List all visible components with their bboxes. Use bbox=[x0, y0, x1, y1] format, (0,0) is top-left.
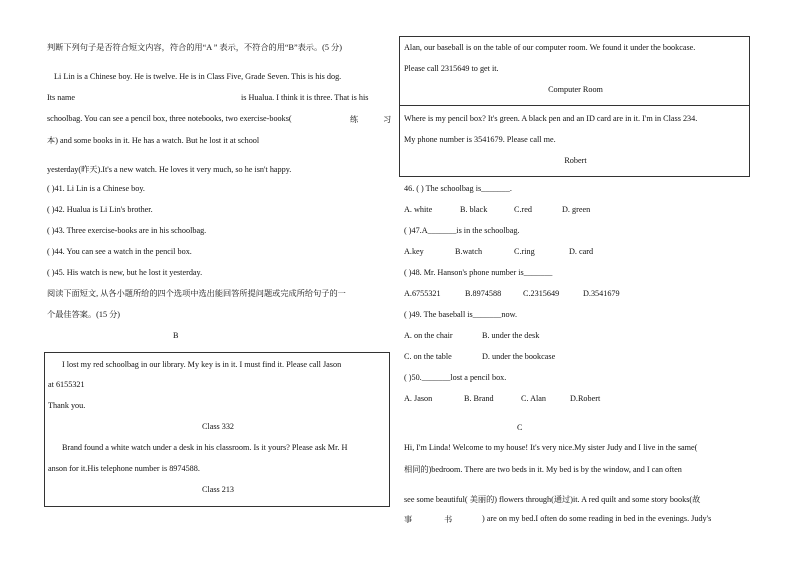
option: D. green bbox=[562, 205, 591, 214]
option: C. on the table bbox=[404, 352, 452, 361]
option: B. black bbox=[460, 205, 488, 214]
notice-signature: Computer Room bbox=[548, 85, 603, 94]
question-50: ( )50._______lost a pencil box. bbox=[404, 373, 507, 382]
notice-line: Brand found a white watch under a desk in his classroom. Is it yours? Please ask Mr. H bbox=[62, 443, 348, 452]
question-48: ( )48. Mr. Hanson's phone number is_______ bbox=[404, 268, 553, 277]
option: C. Alan bbox=[521, 394, 547, 403]
passage-line: 相同的)bedroom. There are two beds in it. My bed is by the window, and I can often bbox=[404, 465, 682, 474]
notice-divider bbox=[400, 105, 749, 106]
option: A. on the chair bbox=[404, 331, 453, 340]
option: D.Robert bbox=[570, 394, 601, 403]
passage-line: Hi, I'm Linda! Welcome to my house! It's very nice.My sister Judy and I live in the same( bbox=[404, 443, 698, 452]
passage-line: 书 bbox=[444, 515, 453, 524]
option: D. card bbox=[569, 247, 594, 256]
question-42: ( )42. Hualua is Li Lin's brother. bbox=[47, 205, 153, 214]
option: B.watch bbox=[455, 247, 483, 256]
passage-line: 本) and some books in it. He has a watch. But he lost it at school bbox=[47, 136, 260, 145]
notice-box-right bbox=[399, 36, 750, 177]
option: B.8974588 bbox=[465, 289, 502, 298]
option: D.3541679 bbox=[583, 289, 620, 298]
notice-signature: Class 332 bbox=[201, 422, 235, 431]
option: A.key bbox=[404, 247, 424, 256]
passage-line: 事 bbox=[404, 515, 413, 524]
question-49: ( )49. The baseball is_______now. bbox=[404, 310, 518, 319]
section-b-heading: B bbox=[173, 331, 179, 340]
passage-line: schoolbag. You can see a pencil box, three notebooks, two exercise-books( bbox=[47, 114, 292, 123]
notice-line: at 6155321 bbox=[48, 380, 85, 389]
notice-line: Alan, our baseball is on the table of our computer room. We found it under the bookcase. bbox=[404, 43, 696, 52]
option: A.6755321 bbox=[404, 289, 441, 298]
passage-line: see some beautiful( 美丽的) flowers through(通过)it. A red quilt and some story books(故 bbox=[404, 495, 701, 504]
passage-line: Its name bbox=[47, 93, 75, 102]
passage-line: yesterday(昨天).It's a new watch. He loves it very much, so he isn't happy. bbox=[47, 165, 292, 174]
notice-box-b bbox=[44, 352, 390, 507]
instructions-reading-cont: 个最佳答案。(15 分) bbox=[47, 310, 121, 319]
option: D. under the bookcase bbox=[482, 352, 556, 361]
notice-line: Please call 2315649 to get it. bbox=[404, 64, 499, 73]
instructions-reading: 阅读下面短文, 从各小题所给的四个选项中选出能回答所提问题或完成所给句子的一 bbox=[47, 289, 346, 298]
question-45: ( )45. His watch is new, but he lost it yesterday. bbox=[47, 268, 203, 277]
passage-line: Li Lin is a Chinese boy. He is twelve. He is in Class Five, Grade Seven. This is his dog. bbox=[54, 72, 342, 81]
notice-line: My phone number is 3541679. Please call me. bbox=[404, 135, 556, 144]
notice-signature: Robert bbox=[564, 156, 587, 165]
passage-line: is Hualua. I think it is three. That is his bbox=[241, 93, 369, 102]
question-46: 46. ( ) The schoolbag is_______. bbox=[404, 184, 512, 193]
question-47: ( )47.A_______is in the schoolbag. bbox=[404, 226, 520, 235]
option: B. under the desk bbox=[482, 331, 540, 340]
passage-line: 习 bbox=[383, 115, 392, 124]
notice-signature: Class 213 bbox=[201, 485, 235, 494]
option: C.2315649 bbox=[523, 289, 560, 298]
passage-line: 练 bbox=[350, 115, 359, 124]
option: C.ring bbox=[514, 247, 535, 256]
passage-line: ) are on my bed.I often do some reading in bed in the evenings. Judy's bbox=[482, 514, 712, 523]
question-44: ( )44. You can see a watch in the pencil box. bbox=[47, 247, 192, 256]
notice-line: Thank you. bbox=[48, 401, 86, 410]
option: B. Brand bbox=[464, 394, 494, 403]
option: C.red bbox=[514, 205, 532, 214]
instructions-true-false: 判断下列句子是否符合短文内容，符合的用“A ” 表示，不符合的用“B”表示。(5 分) bbox=[47, 43, 342, 52]
notice-line: anson for it.His telephone number is 8974588. bbox=[48, 464, 200, 473]
question-43: ( )43. Three exercise-books are in his schoolbag. bbox=[47, 226, 207, 235]
question-41: ( )41. Li Lin is a Chinese boy. bbox=[47, 184, 145, 193]
section-c-heading: C bbox=[517, 423, 523, 432]
option: A. Jason bbox=[404, 394, 433, 403]
notice-line: Where is my pencil box? It's green. A black pen and an ID card are in it. I'm in Class 234. bbox=[404, 114, 698, 123]
notice-line: I lost my red schoolbag in our library. My key is in it. I must find it. Please call Jason bbox=[62, 360, 342, 369]
option: A. white bbox=[404, 205, 433, 214]
